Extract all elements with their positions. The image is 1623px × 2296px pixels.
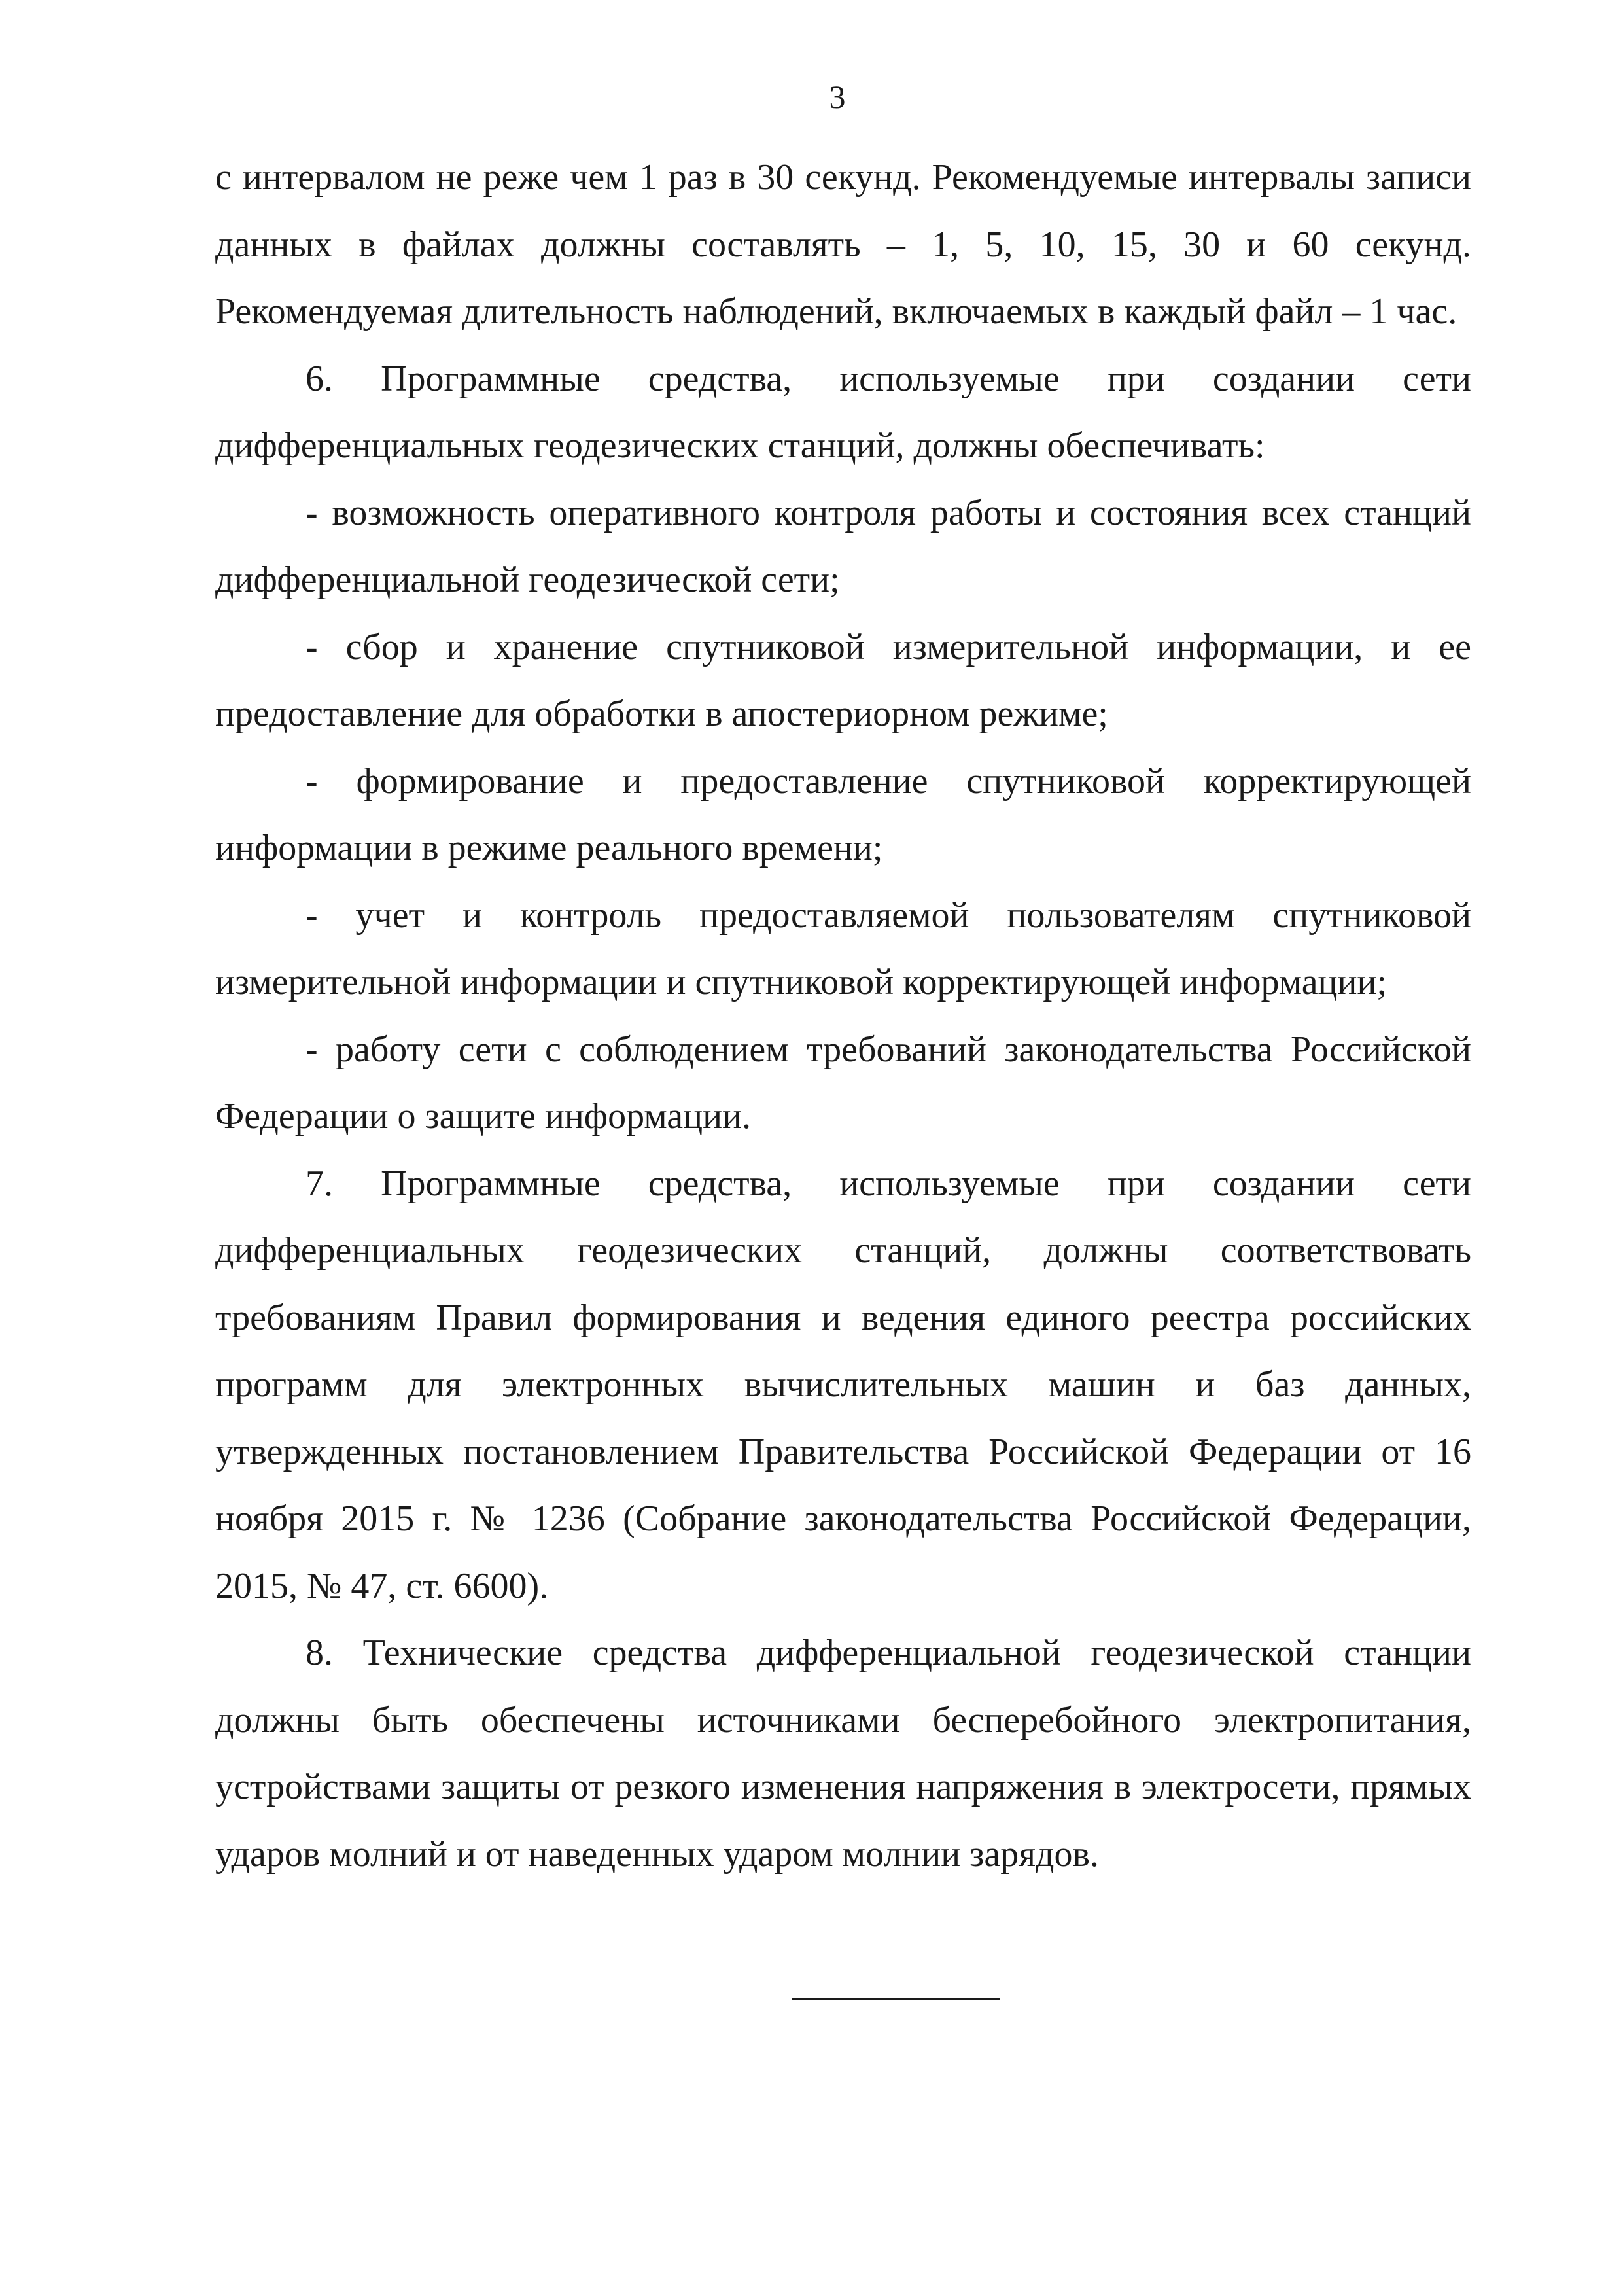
end-divider-line [792,1998,1000,2000]
paragraph-item-6: 6. Программные средства, используемые при создании сети дифференциальных геодезических станций, должны обеспечивать: [215,358,1471,466]
list-item-accounting-control: - учет и контроль предоставляемой пользователям спутниковой измерительной информации и спутниковой корректирующей информации; [215,894,1471,1002]
list-item-operational-control: - возможность оперативного контроля работы и состояния всех станций дифференциальной геодезической сети; [215,492,1471,600]
paragraph-item-7: 7. Программные средства, используемые при создании сети дифференциальных геодезических станций, должны соответствовать требованиям Правил формирования и ведения единого реестра российских программ для электронных вычислительных машин и баз данных, утвержденных постановлением Правительства Российской Федерации от 16 ноября 2015 г. № 1236 (Собрание законодательства Российской Федерации, 2015, № 47, ст. 6600). [215,1163,1471,1606]
list-item-legal-compliance: - работу сети с соблюдением требований законодательства Российской Федерации о защите информации. [215,1029,1471,1137]
page-number: 3 [829,79,846,115]
document-body [215,144,1471,1888]
paragraph-continuation: с интервалом не реже чем 1 раз в 30 секунд. Рекомендуемые интервалы записи данных в файлах должны составлять – 1, 5, 10, 15, 30 и 60 секунд. Рекомендуемая длительность наблюдений, включаемых в каждый файл – 1 час. [215,157,1471,332]
paragraph-item-8: 8. Технические средства дифференциальной геодезической станции должны быть обеспечены источниками бесперебойного электропитания, устройствами защиты от резкого изменения напряжения в электросети, прямых ударов молний и от наведенных ударом молнии зарядов. [215,1633,1471,1875]
list-item-collection-storage: - сбор и хранение спутниковой измерительной информации, и ее предоставление для обработки в апостериорном режиме; [215,626,1471,734]
list-item-correction-info: - формирование и предоставление спутниковой корректирующей информации в режиме реального времени; [215,760,1471,868]
